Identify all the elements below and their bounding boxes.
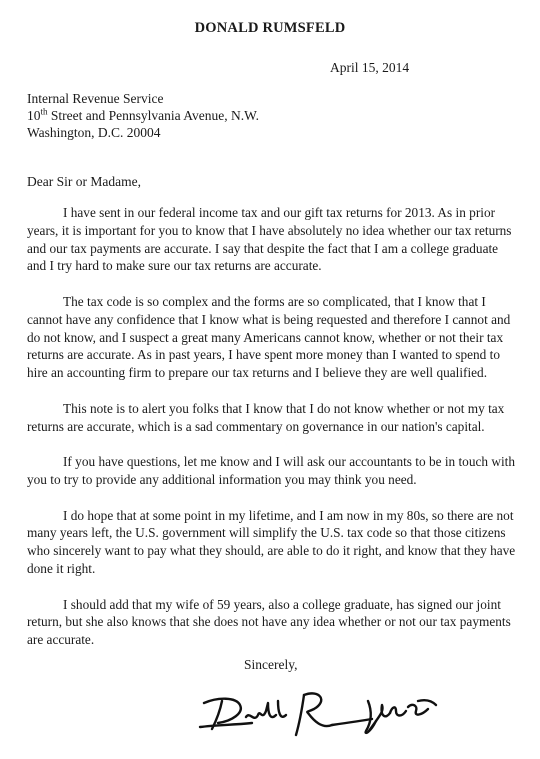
letter-body bbox=[27, 204, 517, 667]
letterhead-name: DONALD RUMSFELD bbox=[194, 20, 346, 36]
paragraph-4: If you have questions, let me know and I will ask our accountants to be in touch with you to try to provide any additional information you may think you need. bbox=[27, 454, 515, 487]
recipient-address bbox=[27, 90, 259, 141]
closing: Sincerely, bbox=[244, 657, 298, 672]
paragraph-5: I do hope that at some point in my lifetime, and I am now in my 80s, so there are not many years left, the U.S. government will simplify the U.S. tax code so that those citizens who sincerely want to pay what they should, are able to do it right, and know that they have done it right. bbox=[27, 507, 516, 576]
recipient-line-3: Washington, D.C. 20004 bbox=[27, 125, 161, 140]
street-ordinal-suffix: th bbox=[40, 106, 48, 117]
salutation: Dear Sir or Madame, bbox=[27, 174, 141, 189]
paragraph-6: I should add that my wife of 59 years, also a college graduate, has signed our joint return, but she also knows that she does not have any idea whether or not our tax payments are accurate. bbox=[27, 596, 511, 648]
street-name: Street and Pennsylvania Avenue, N.W. bbox=[47, 108, 259, 123]
recipient-line-2 bbox=[27, 107, 259, 124]
handwritten-signature-icon bbox=[196, 681, 446, 741]
recipient-line-1: Internal Revenue Service bbox=[27, 91, 164, 106]
paragraph-1: I have sent in our federal income tax and our gift tax returns for 2013. As in prior years, it is important for you to know that I have absolutely no idea whether our tax returns and our tax payments are accurate. I say that despite the fact that I am a college graduate and I try hard to make sure our tax returns are accurate. bbox=[27, 205, 512, 274]
street-number: 10 bbox=[27, 108, 41, 123]
paragraph-3: This note is to alert you folks that I know that I do not know whether or not my tax returns are accurate, which is a sad commentary on governance in our nation's capital. bbox=[27, 400, 505, 434]
letter-date: April 15, 2014 bbox=[330, 60, 410, 75]
paragraph-2: The tax code is so complex and the forms are so complicated, that I know that I cannot have any confidence that I know what is being requested and therefore I cannot and do not know, and I suspect a great many Americans cannot know, whether or not their tax returns are accurate. As in past years, I have spent more money than I wanted to spend to hire an accounting firm to prepare our tax returns and I believe they are well qualified. bbox=[27, 293, 511, 381]
